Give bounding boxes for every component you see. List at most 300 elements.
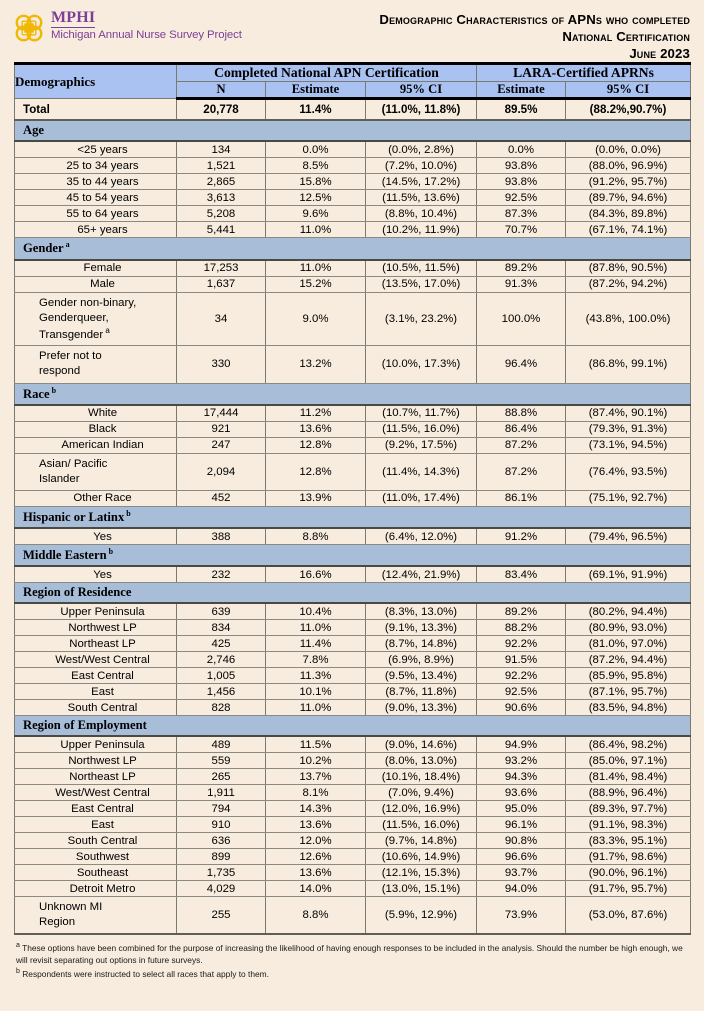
cell-ci2: (83.5%, 94.8%) [566,700,691,716]
cell-ci1: (11.5%, 16.0%) [366,817,477,833]
cell-ci1: (9.2%, 17.5%) [366,437,477,453]
table-row [15,603,691,620]
row-label: Southeast [15,865,177,881]
cell-est2: 93.6% [477,785,566,801]
cell-ci1: (12.1%, 15.3%) [366,865,477,881]
cell-est1: 11.2% [266,405,366,422]
cell-est2: 91.5% [477,652,566,668]
cell-est2: 89.5% [477,99,566,121]
cell-est1: 12.6% [266,849,366,865]
table-row [15,620,691,636]
cell-ci2: (79.3%, 91.3%) [566,421,691,437]
cell-ci2: (91.7%, 98.6%) [566,849,691,865]
cell-ci2: (80.2%, 94.4%) [566,603,691,620]
cell-est2: 96.6% [477,849,566,865]
row-label: Upper Peninsula [15,603,177,620]
column-header-estimate-2: Estimate [477,82,566,99]
cell-est1: 11.4% [266,636,366,652]
column-header-estimate-1: Estimate [266,82,366,99]
row-label: Male [15,276,177,292]
cell-ci1: (8.0%, 13.0%) [366,753,477,769]
cell-est2: 96.1% [477,817,566,833]
table-header-group-row [15,64,691,82]
cell-ci1: (9.5%, 13.4%) [366,668,477,684]
brand-logo-block [8,8,242,45]
cell-ci2: (83.3%, 95.1%) [566,833,691,849]
cell-est1: 10.4% [266,603,366,620]
cell-est1: 8.8% [266,897,366,935]
cell-ci2: (76.4%, 93.5%) [566,453,691,490]
cell-ci1: (9.7%, 14.8%) [366,833,477,849]
cell-ci2: (75.1%, 92.7%) [566,490,691,506]
cell-ci2: (80.9%, 93.0%) [566,620,691,636]
cell-ci2: (0.0%, 0.0%) [566,141,691,158]
cell-est1: 11.0% [266,700,366,716]
cell-ci1: (6.4%, 12.0%) [366,528,477,545]
cell-ci2: (73.1%, 94.5%) [566,437,691,453]
cell-ci1: (13.0%, 15.1%) [366,881,477,897]
page-title-line-3: June 2023 [629,45,690,61]
cell-est2: 96.4% [477,346,566,383]
row-label-line: Prefer not to [39,350,102,363]
row-label: <25 years [15,141,177,158]
cell-est2: 100.0% [477,292,566,346]
row-label-line: Islander [39,472,80,485]
section-header-row [15,716,691,737]
cell-ci1: (0.0%, 2.8%) [366,141,477,158]
cell-ci2: (53.0%, 87.6%) [566,897,691,935]
cell-est1: 8.8% [266,528,366,545]
cell-ci1: (9.0%, 13.3%) [366,700,477,716]
cell-n: 1,005 [177,668,266,684]
footnote: $^b$ Respondents were instructed to select all races that apply to them. [16,968,269,980]
cell-est2: 91.3% [477,276,566,292]
cell-est1: 8.5% [266,158,366,174]
table-row [15,881,691,897]
cell-est2: 92.2% [477,636,566,652]
cell-ci2: (67.1%, 74.1%) [566,222,691,238]
cell-ci1: (5.9%, 12.9%) [366,897,477,935]
cell-ci1: (10.0%, 17.3%) [366,346,477,383]
cell-n: 639 [177,603,266,620]
page-title-line-2: National Certification [562,28,690,44]
cell-ci2: (91.7%, 95.7%) [566,881,691,897]
cell-ci1: (6.9%, 8.9%) [366,652,477,668]
cell-est2: 90.8% [477,833,566,849]
column-header-ci-2: 95% CI [566,82,691,99]
table-row [15,636,691,652]
cell-ci1: (8.7%, 11.8%) [366,684,477,700]
cell-ci2: (85.9%, 95.8%) [566,668,691,684]
cell-est1: 9.6% [266,206,366,222]
row-label [15,897,177,935]
row-label: West/West Central [15,785,177,801]
cell-est2: 93.2% [477,753,566,769]
section-header-row [15,506,691,528]
cell-n: 17,444 [177,405,266,422]
row-label: East [15,817,177,833]
row-label: White [15,405,177,422]
row-label: Detroit Metro [15,881,177,897]
cell-ci2: (86.4%, 98.2%) [566,736,691,753]
page-header [0,0,704,62]
cell-n: 2,746 [177,652,266,668]
cell-ci1: (10.6%, 14.9%) [366,849,477,865]
table-row [15,528,691,545]
table-row [15,700,691,716]
cell-est1: 12.0% [266,833,366,849]
row-label: East Central [15,668,177,684]
cell-n: 17,253 [177,260,266,277]
row-label-line: Transgender $^a$ [39,325,110,341]
cell-ci1: (10.7%, 11.7%) [366,405,477,422]
cell-n: 2,094 [177,453,266,490]
cell-ci2: (87.8%, 90.5%) [566,260,691,277]
cell-est1: 11.4% [266,99,366,121]
cell-est2: 94.0% [477,881,566,897]
cell-ci2: (88.0%, 96.9%) [566,158,691,174]
footnote-marker: b [49,385,57,395]
cell-n: 452 [177,490,266,506]
row-label: West/West Central [15,652,177,668]
section-header-label: Gender $^a$ [15,238,691,260]
row-label: 65+ years [15,222,177,238]
cell-ci1: (11.5%, 16.0%) [366,421,477,437]
table-row [15,849,691,865]
cell-n: 255 [177,897,266,935]
row-label: Yes [15,528,177,545]
cell-est2: 87.3% [477,206,566,222]
cell-est1: 13.7% [266,769,366,785]
footnote-marker: a [103,325,110,335]
table-row [15,222,691,238]
table-row [15,668,691,684]
cell-est2: 91.2% [477,528,566,545]
table-row [15,276,691,292]
table-row [15,490,691,506]
cell-est1: 11.0% [266,260,366,277]
cell-n: 134 [177,141,266,158]
cell-n: 3,613 [177,190,266,206]
table-row [15,753,691,769]
footnote-marker: b [124,508,131,518]
cell-est1: 8.1% [266,785,366,801]
row-label: 55 to 64 years [15,206,177,222]
cell-ci2: (69.1%, 91.9%) [566,566,691,583]
cell-est1: 9.0% [266,292,366,346]
cell-est1: 0.0% [266,141,366,158]
row-label: 45 to 54 years [15,190,177,206]
table-row [15,684,691,700]
cell-est1: 16.6% [266,566,366,583]
cell-n: 425 [177,636,266,652]
cell-ci2: (88.2%,90.7%) [566,99,691,121]
footnote-marker: b [16,968,20,976]
cell-ci1: (11.0%, 11.8%) [366,99,477,121]
cell-n: 921 [177,421,266,437]
cell-est2: 83.4% [477,566,566,583]
brand-acronym: MPHI [51,9,96,26]
row-label-line: respond [39,365,81,378]
row-label: Yes [15,566,177,583]
row-label-line: Asian/ Pacific [39,457,108,470]
table-row [15,206,691,222]
footnote: $^a$ These options have been combined for the purpose of increasing the likelihood of having enough responses to be included in the analysis. Should the number be high enough, we will revisit separating out options in future surveys. [16,942,683,966]
row-label: Northeast LP [15,769,177,785]
row-label: Total [15,99,177,121]
section-header-label: Region of Residence [15,583,691,604]
demographics-table [14,62,691,935]
cell-est2: 86.1% [477,490,566,506]
row-label [15,346,177,383]
cell-ci1: (13.5%, 17.0%) [366,276,477,292]
cell-est1: 12.8% [266,437,366,453]
cell-n: 489 [177,736,266,753]
row-label: 35 to 44 years [15,174,177,190]
cell-est1: 10.2% [266,753,366,769]
table-row [15,785,691,801]
section-header-label: Race $^b$ [15,383,691,405]
cell-n: 910 [177,817,266,833]
cell-ci2: (87.2%, 94.4%) [566,652,691,668]
cell-est1: 13.2% [266,346,366,383]
cell-est2: 89.2% [477,603,566,620]
row-label: East [15,684,177,700]
cell-est2: 92.5% [477,684,566,700]
table-row [15,652,691,668]
cell-n: 899 [177,849,266,865]
row-label: South Central [15,700,177,716]
row-label-line: Region [39,916,76,929]
cell-ci1: (8.8%, 10.4%) [366,206,477,222]
cell-est1: 14.0% [266,881,366,897]
section-header-row [15,120,691,141]
cell-ci2: (86.8%, 99.1%) [566,346,691,383]
cell-ci1: (12.0%, 16.9%) [366,801,477,817]
cell-ci2: (79.4%, 96.5%) [566,528,691,545]
cell-ci1: (7.2%, 10.0%) [366,158,477,174]
cell-ci1: (12.4%, 21.9%) [366,566,477,583]
cell-est2: 0.0% [477,141,566,158]
table-row-total [15,99,691,121]
table-head [15,64,691,99]
cell-ci1: (7.0%, 9.4%) [366,785,477,801]
cell-est1: 10.1% [266,684,366,700]
table-row [15,437,691,453]
cell-est2: 87.2% [477,437,566,453]
cell-ci1: (9.0%, 14.6%) [366,736,477,753]
cell-ci2: (89.3%, 97.7%) [566,801,691,817]
cell-ci1: (8.7%, 14.8%) [366,636,477,652]
cell-est2: 89.2% [477,260,566,277]
row-label: Upper Peninsula [15,736,177,753]
cell-n: 20,778 [177,99,266,121]
cell-est1: 11.5% [266,736,366,753]
cell-est2: 93.7% [477,865,566,881]
table-container [0,62,704,935]
column-header-demographics: Demographics [15,64,177,99]
cell-ci1: (10.5%, 11.5%) [366,260,477,277]
cell-est1: 15.8% [266,174,366,190]
cell-n: 330 [177,346,266,383]
cell-est1: 14.3% [266,801,366,817]
table-row [15,260,691,277]
row-label: Black [15,421,177,437]
cell-est1: 7.8% [266,652,366,668]
cell-n: 636 [177,833,266,849]
cell-est1: 13.9% [266,490,366,506]
cell-est2: 94.9% [477,736,566,753]
table-row [15,158,691,174]
cell-n: 794 [177,801,266,817]
cell-ci1: (10.2%, 11.9%) [366,222,477,238]
table-row [15,421,691,437]
section-header-label: Age [15,120,691,141]
cell-ci2: (89.7%, 94.6%) [566,190,691,206]
table-row [15,736,691,753]
column-header-n: N [177,82,266,99]
cell-est1: 11.0% [266,620,366,636]
row-label: American Indian [15,437,177,453]
cell-n: 1,521 [177,158,266,174]
footnotes [0,935,704,980]
cell-est2: 93.8% [477,158,566,174]
cell-n: 5,441 [177,222,266,238]
cell-n: 5,208 [177,206,266,222]
mphi-interlocking-circles-logo [12,11,46,45]
cell-n: 34 [177,292,266,346]
cell-est2: 92.2% [477,668,566,684]
brand-tagline: Michigan Annual Nurse Survey Project [51,28,242,41]
cell-ci2: (84.3%, 89.8%) [566,206,691,222]
cell-n: 1,911 [177,785,266,801]
table-body [15,99,691,934]
cell-est2: 95.0% [477,801,566,817]
cell-ci2: (91.1%, 98.3%) [566,817,691,833]
cell-est2: 70.7% [477,222,566,238]
footnote-marker: a [63,240,70,250]
section-header-label: Middle Eastern $^b$ [15,545,691,567]
cell-n: 2,865 [177,174,266,190]
table-row [15,453,691,490]
column-group-lara-certified: LARA-Certified APRNs [477,64,691,82]
cell-n: 265 [177,769,266,785]
cell-n: 1,456 [177,684,266,700]
table-row [15,833,691,849]
row-label [15,453,177,490]
cell-ci1: (3.1%, 23.2%) [366,292,477,346]
cell-ci2: (81.4%, 98.4%) [566,769,691,785]
cell-est2: 88.8% [477,405,566,422]
footnote-marker: b [106,547,114,556]
cell-est1: 15.2% [266,276,366,292]
table-row [15,405,691,422]
row-label-line: Unknown MI [39,901,103,914]
cell-est2: 73.9% [477,897,566,935]
cell-ci2: (43.8%, 100.0%) [566,292,691,346]
brand-text [51,10,242,41]
cell-n: 247 [177,437,266,453]
cell-est1: 12.5% [266,190,366,206]
cell-ci2: (91.2%, 95.7%) [566,174,691,190]
cell-n: 1,637 [177,276,266,292]
cell-ci2: (87.1%, 95.7%) [566,684,691,700]
cell-est1: 12.8% [266,453,366,490]
column-header-ci-1: 95% CI [366,82,477,99]
cell-n: 559 [177,753,266,769]
column-group-completed-certification: Completed National APN Certification [177,64,477,82]
cell-est1: 11.3% [266,668,366,684]
cell-ci1: (11.5%, 13.6%) [366,190,477,206]
cell-est2: 94.3% [477,769,566,785]
cell-est1: 13.6% [266,865,366,881]
cell-est2: 90.6% [477,700,566,716]
row-label: East Central [15,801,177,817]
cell-est2: 86.4% [477,421,566,437]
table-row [15,865,691,881]
row-label: Southwest [15,849,177,865]
table-row [15,897,691,935]
cell-ci2: (88.9%, 96.4%) [566,785,691,801]
section-header-row [15,383,691,405]
table-row [15,174,691,190]
table-row [15,292,691,346]
cell-ci1: (10.1%, 18.4%) [366,769,477,785]
page-title [379,8,696,63]
cell-est1: 11.0% [266,222,366,238]
cell-est1: 13.6% [266,817,366,833]
section-header-label: Region of Employment [15,716,691,737]
row-label: Other Race [15,490,177,506]
table-row [15,141,691,158]
cell-ci1: (11.0%, 17.4%) [366,490,477,506]
row-label: Female [15,260,177,277]
cell-ci2: (81.0%, 97.0%) [566,636,691,652]
cell-est2: 92.5% [477,190,566,206]
row-label-line: Genderqueer, [39,311,109,324]
table-row [15,801,691,817]
cell-n: 834 [177,620,266,636]
cell-ci2: (87.4%, 90.1%) [566,405,691,422]
section-header-row [15,583,691,604]
cell-est2: 93.8% [477,174,566,190]
cell-est1: 13.6% [266,421,366,437]
cell-n: 232 [177,566,266,583]
cell-ci2: (90.0%, 96.1%) [566,865,691,881]
cell-n: 1,735 [177,865,266,881]
table-row [15,769,691,785]
row-label: 25 to 34 years [15,158,177,174]
row-label-line: Gender non-binary, [39,296,137,309]
table-row [15,190,691,206]
cell-ci1: (14.5%, 17.2%) [366,174,477,190]
cell-ci1: (9.1%, 13.3%) [366,620,477,636]
table-row [15,817,691,833]
section-header-label: Hispanic or Latinx $^b$ [15,506,691,528]
cell-ci1: (11.4%, 14.3%) [366,453,477,490]
section-header-row [15,238,691,260]
row-label: South Central [15,833,177,849]
page-title-line-1: Demographic Characteristics of APNs who completed [379,12,690,27]
cell-n: 828 [177,700,266,716]
row-label: Northwest LP [15,620,177,636]
cell-n: 388 [177,528,266,545]
row-label [15,292,177,346]
cell-ci1: (8.3%, 13.0%) [366,603,477,620]
row-label: Northwest LP [15,753,177,769]
cell-ci2: (87.2%, 94.2%) [566,276,691,292]
cell-est2: 87.2% [477,453,566,490]
